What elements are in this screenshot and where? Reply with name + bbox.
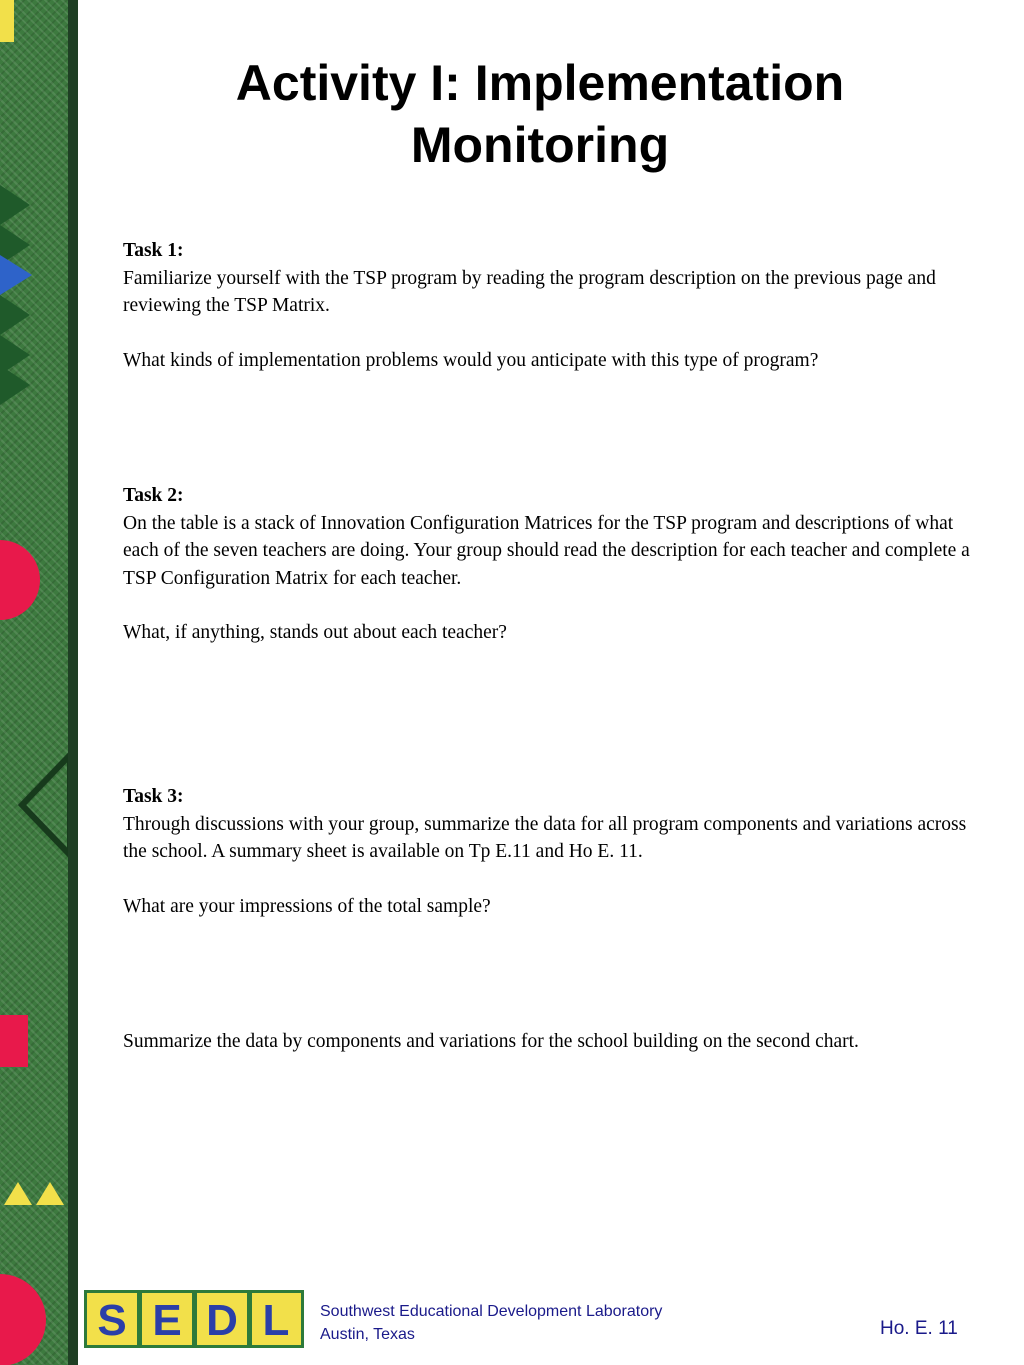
- task-2-label: Task 2:: [123, 485, 184, 506]
- task-1-question: What kinds of implementation problems would you anticipate with this type of program?: [123, 349, 819, 371]
- logo-letter-l: L: [262, 1296, 290, 1345]
- task-2: [123, 482, 973, 647]
- closing-text: Summarize the data by components and variations for the school building on the second chart.: [123, 1031, 859, 1052]
- task-3: [123, 783, 973, 920]
- logo-letter-s: S: [97, 1296, 127, 1345]
- logo-letter-d: D: [206, 1296, 238, 1345]
- task-1: [123, 237, 973, 374]
- closing-instruction: [123, 1028, 973, 1056]
- task-1-label: Task 1:: [123, 240, 184, 261]
- task-3-question: What are your impressions of the total sample?: [123, 895, 491, 917]
- task-1-text: Familiarize yourself with the TSP program by reading the program description on the previous page and reviewing the TSP Matrix.: [123, 267, 936, 316]
- decorative-side-strip: [0, 0, 78, 1365]
- page-title: Activity I: Implementation Monitoring: [235, 55, 845, 173]
- task-3-label: Task 3:: [123, 786, 184, 807]
- handout-reference: Ho. E. 11: [880, 1318, 958, 1339]
- task-2-question: What, if anything, stands out about each teacher?: [123, 622, 507, 643]
- sedl-logo: [84, 1290, 304, 1348]
- task-2-text: On the table is a stack of Innovation Configuration Matrices for the TSP program and descriptions of what each of the seven teachers are doing. Your group should read the description for each teacher and complete a TSP Configuration Matrix for each teacher.: [123, 512, 970, 589]
- org-location: Austin, Texas: [320, 1326, 415, 1343]
- footer-organization: [320, 1300, 662, 1346]
- strip-edge: [68, 0, 78, 1365]
- strip-shapes-icon: [0, 0, 78, 1365]
- logo-letter-e: E: [152, 1296, 182, 1345]
- org-name: Southwest Educational Development Laboratory: [320, 1303, 663, 1320]
- task-3-text: Through discussions with your group, summarize the data for all program components and variations across the school. A summary sheet is available on Tp E.11 and Ho E. 11.: [123, 813, 967, 862]
